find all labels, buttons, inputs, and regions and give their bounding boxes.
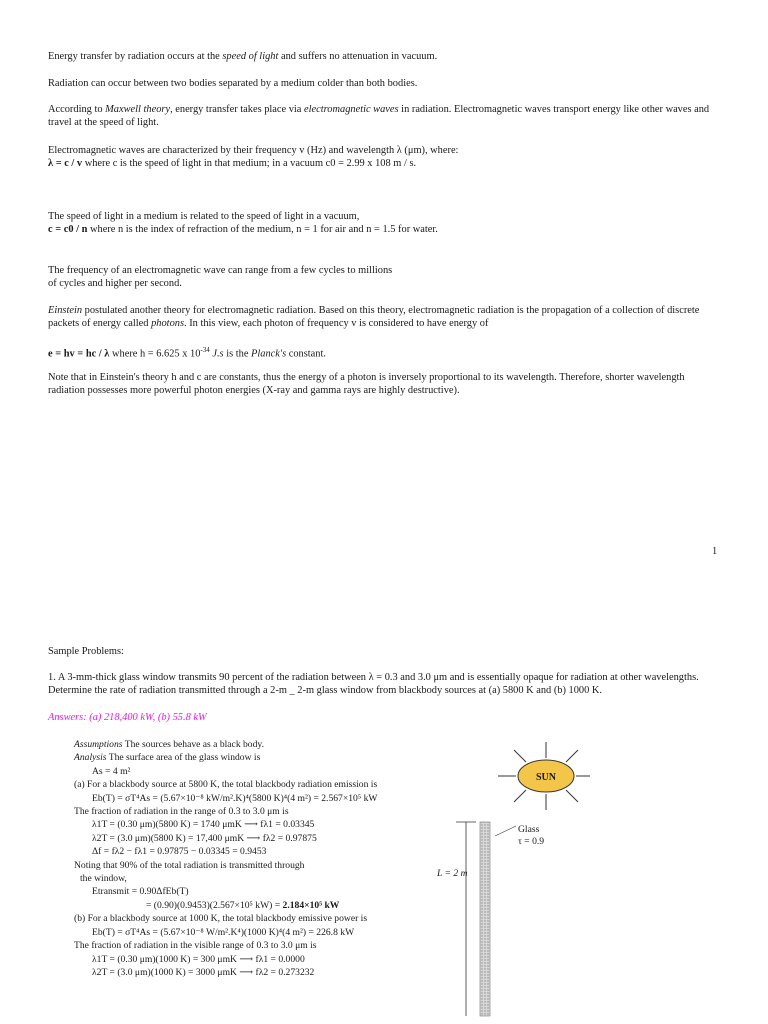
problem-1-text: 1. A 3-mm-thick glass window transmits 90 percent of the radiation between λ = 0.3 and 3.0 μm and is essentially opaque for radiation at other wavelengths. Determine the rate of radiation transmitted through a 2-m _ 2-m glass window from blackbody sources at (a) 5800 K and (b) 1000 K. [48, 672, 699, 696]
length-label: L = 2 m [437, 868, 468, 879]
solution-analysis: Analysis The surface area of the glass window is [74, 752, 261, 764]
solution-m2: λ2T = (3.0 μm)(1000 K) = 3000 μmK ⟶ fλ2 = 0.273232 [92, 966, 315, 978]
solution-fraction-intro-2: The fraction of radiation in the visible range of 0.3 to 3.0 μm is [74, 940, 317, 952]
paragraph-frequency: The frequency of an electromagnetic wave can range from a few cycles to millions of cycles and higher per second. [48, 265, 393, 289]
solution-area: As = 4 m² [92, 765, 131, 777]
sun-ray [566, 790, 578, 802]
solution-part-a-intro: (a) For a blackbody source at 5800 K, the total blackbody radiation emission is [74, 779, 378, 791]
paragraph-wavelength: Electromagnetic waves are characterized by their frequency v (Hz) and wavelength λ (μm), where: λ = c / v where c is the speed of light in that medium; in a vacuum c0 = 2.99 x 108 m / s. [48, 145, 459, 169]
sun-ray [566, 750, 578, 762]
paragraph-refraction: The speed of light in a medium is related to the speed of light in a vacuum, c = c0 / n where n is the index of refraction of the medium, n = 1 for air and n = 1.5 for water. [48, 211, 438, 235]
solution-lambda2: λ2T = (3.0 μm)(5800 K) = 17,400 μmK ⟶ fλ2 = 0.97875 [92, 832, 317, 844]
problem-1-answers: Answers: (a) 218,400 kW, (b) 55.8 kW [48, 712, 207, 723]
solution-part-b-equation: Eb(T) = σT⁴As = (5.67×10⁻⁸ W/m².K⁴)(1000 K)⁴(4 m²) = 226.8 kW [92, 926, 355, 938]
solution-block [74, 738, 484, 979]
solution-transmit-1: Etransmit = 0.90ΔfEb(T) [92, 886, 189, 898]
sun-figure [492, 738, 592, 818]
glass-pane [480, 822, 490, 1016]
paragraph-maxwell: According to Maxwell theory, energy transfer takes place via electromagnetic waves in radiation. Electromagnetic waves transport energy like other waves and travel at the speed of light. [48, 104, 710, 128]
solution-assumptions: Assumptions The sources behave as a black body. [74, 739, 264, 750]
sun-ray [514, 750, 526, 762]
paragraph-speed-of-light: Energy transfer by radiation occurs at the speed of light and suffers no attenuation in vacuum. [48, 51, 438, 62]
solution-noting-2: the window, [80, 873, 127, 885]
paragraph-planck: e = hv = hc / λ where h = 6.625 x $10^{-34}$ J.s is the Planck's constant. [48, 346, 326, 360]
solution-part-a-equation: Eb(T) = σT⁴As = (5.67×10⁻⁸ kW/m².K)⁴(5800 K)⁴(4 m²) = 2.567×10⁵ kW [92, 792, 378, 804]
paragraph-einstein: Einstein postulated another theory for electromagnetic radiation. Based on this theory, electromagnetic radiation is the propagation of a collection of discrete packets of energy called photons. In this view, each photon of frequency v is considered to have energy of [48, 305, 700, 329]
solution-transmit-2: = (0.90)(0.9453)(2.567×10⁵ kW) = 2.184×10⁵ kW [146, 899, 340, 911]
paragraph-einstein-note: Note that in Einstein's theory h and c are constants, thus the energy of a photon is inversely proportional to its wavelength. Therefore, shorter wavelength radiation possesses more powerful photon energies (X-ray and gamma rays are highly destructive). [48, 372, 685, 396]
sun-ray [514, 790, 526, 802]
page-number: 1 [712, 546, 718, 557]
solution-part-b-intro: (b) For a blackbody source at 1000 K, the total blackbody emissive power is [74, 913, 368, 925]
solution-noting-1: Noting that 90% of the total radiation is transmitted through [74, 859, 305, 871]
solution-lambda1: λ1T = (0.30 μm)(5800 K) = 1740 μmK ⟶ fλ1 = 0.03345 [92, 819, 315, 831]
solution-m1: λ1T = (0.30 μm)(1000 K) = 300 μmK ⟶ fλ1 = 0.0000 [92, 953, 305, 965]
paragraph-medium: Radiation can occur between two bodies separated by a medium colder than both bodies. [48, 78, 418, 89]
glass-leader-line [495, 826, 516, 836]
equation-refraction: c = c0 / n [48, 224, 88, 235]
glass-window-figure [430, 818, 520, 1018]
solution-delta-f: Δf = fλ2 − fλ1 = 0.97875 − 0.03345 = 0.9453 [92, 846, 267, 858]
equation-wavelength: λ = c / v [48, 158, 83, 169]
solution-fraction-intro: The fraction of radiation in the range of 0.3 to 3.0 μm is [74, 806, 289, 818]
sample-problems-heading: Sample Problems: [48, 646, 124, 657]
glass-label: Glass τ = 0.9 [518, 824, 545, 847]
equation-photon-energy: e = hv = hc / λ [48, 348, 110, 360]
sun-label: SUN [535, 772, 557, 783]
